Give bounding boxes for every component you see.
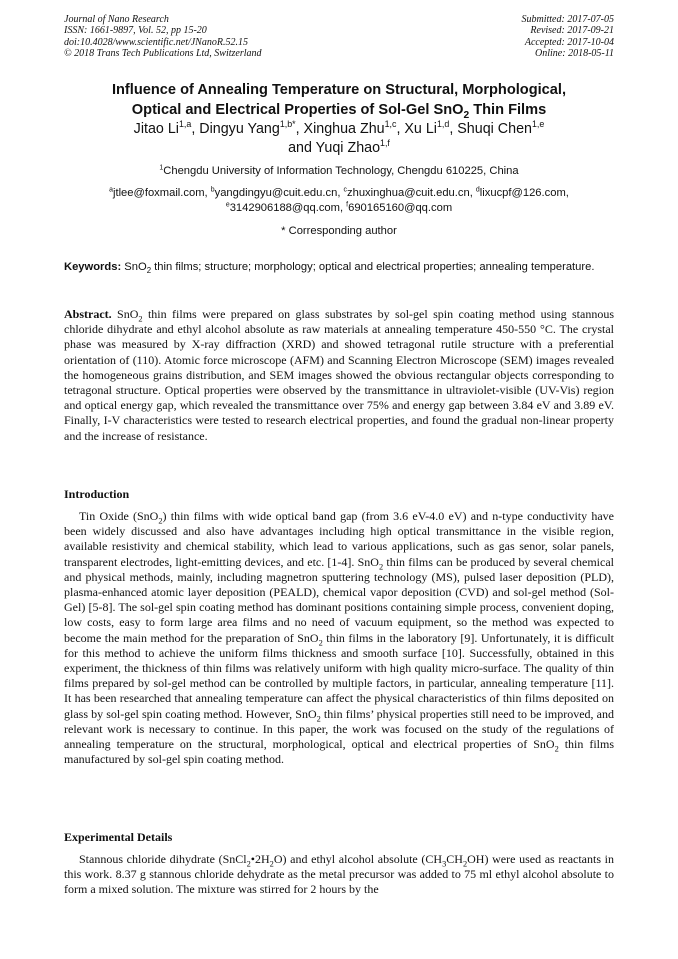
body-text: •2H [250,852,270,866]
email-separator: , [337,187,344,199]
body-subscript: 2 [316,714,321,724]
body-subscript: 3 [442,859,447,869]
email-address[interactable]: jtlee@foxmail.com [112,187,205,199]
keywords-subscript: 2 [146,266,152,276]
journal-doi[interactable]: doi:10.4028/www.scientific.net/JNanoR.52.15 [64,36,248,48]
author-name: Jitao Li [133,121,179,137]
introduction-body [64,509,614,767]
email-address[interactable]: zhuxinghua@cuit.edu.cn [347,187,470,199]
experimental-body [64,852,614,898]
date-online: Online: 2018-05-11 [535,48,614,60]
author-name: Xu Li [404,121,437,137]
title-line-1: Influence of Annealing Temperature on Structural, Morphological, [111,82,567,98]
author-affil-mark: 1,d [436,119,450,130]
author-list [64,120,614,158]
affiliation [64,165,614,177]
author-name: Xinghua Zhu [303,121,385,137]
abstract-subscript: 2 [138,314,143,324]
email-address[interactable]: lixucpf@126.com [479,187,566,199]
email-separator: , [204,187,211,199]
author-separator: , [396,121,405,137]
title-text: Thin Films [469,102,547,118]
affiliation-mark: 1 [159,164,164,172]
email-mark: e [225,201,230,209]
author-name: and Yuqi Zhao [288,140,381,156]
date-submitted: Submitted: 2017-07-05 [521,14,614,25]
email-line-2 [64,201,614,216]
body-text: O) and ethyl alcohol absolute (CH [273,852,443,866]
title-subscript: 2 [463,109,470,121]
abstract-text: thin films were prepared on glass substrates by sol-gel spin coating method using stannous chloride dihydrate and ethyl alcohol absolute as raw materials at annealing temperature 450-550 °C. The crystal phase was measured by X-ray diffraction (XRD) and showed tetragonal rutile structure with a preferential orientation of (110). Atomic force microscope (AFM) and Scanning Electron Microscope (SEM) images revealed the homogeneous grains distribution, and SEM images showed the obvious rectangular objects corresponding to tetragonal structure. Optical properties were observed by the transmittance in ultraviolet-visible (UV-Vis) region and optical energy gap, which revealed the transmittance over 75% and energy gap between 3.84 eV and 3.89 eV. Finally, I-V characteristics were tested to research electrical properties, and found the gradual non-linear property and the increase of resistance. [64,307,614,443]
journal-name: Journal of Nano Research [64,14,169,25]
author-name: Dingyu Yang [199,121,280,137]
author-affil-mark: 1,b* [279,119,296,130]
author-name: Shuqi Chen [457,121,532,137]
email-separator: , [339,202,347,214]
body-subscript: 2 [378,562,384,571]
email-separator: , [469,187,476,199]
body-subscript: 2 [554,744,559,754]
author-separator: , [449,121,458,137]
email-separator: , [565,187,569,199]
journal-issn: ISSN: 1661-9897, Vol. 52, pp 15-20 [64,25,207,37]
author-line-2 [64,139,614,158]
email-mark: c [343,186,347,194]
keywords-text: thin films; structure; morphology; optical and electrical properties; annealing temperature. [151,261,595,273]
body-subscript: 2 [318,638,323,648]
body-subscript: 2 [269,859,274,869]
keywords-label: Keywords: [64,261,122,273]
body-text: ) thin films with wide optical band gap (from 3.6 eV-4.0 eV) and n-type conductivity have been widely discussed and also have advantages including high optical transmittance in the visible region, available resistivity and chemical stability, which lead to various applications, such as gas senor, solar panels, transparent electrodes, light-emitting devices, and etc. [1-4]. SnO [64,509,615,569]
email-address[interactable]: 690165160@qq.com [348,202,453,214]
abstract-label: Abstract. [64,307,112,321]
email-line-1 [64,186,614,201]
body-subscript: 2 [158,516,163,526]
experimental-heading: Experimental Details [64,830,173,844]
journal-header-left [64,14,262,60]
body-text: thin films can be produced by several chemical and physical methods, mainly, including magnetron sputtering technology (MS), pulsed laser deposition (PLD), plasma-enhanced atomic layer deposition (PEALD), chemical vapor deposition (CVD) and sol-gel method (Sol-Gel) [5-8]. The sol-gel spin coating method has dominant positions containing simple process, convenient doping, low costs, easy to form large area films and no need of vacuum equipment, so the method was expected to become the main method for the preparation of SnO [64,554,614,645]
journal-copyright: © 2018 Trans Tech Publications Ltd, Switzerland [64,48,262,60]
body-text: OH) were used as reactants in this work. 8.37 g stannous chloride dehydrate as the metal precursor was added to 75 ml ethyl alcohol absolute to form a mixed solution. The mixture was stirred for 2 hours by the [64,852,614,897]
abstract [64,307,614,444]
author-affil-mark: 1,c [384,119,397,130]
body-text: Stannous chloride dihydrate (SnCl [79,852,247,866]
email-address[interactable]: yangdingyu@cuit.edu.cn [214,187,338,199]
email-list [64,186,614,216]
journal-header-right [522,14,615,60]
introduction-heading: Introduction [64,487,130,501]
author-affil-mark: 1,a [178,119,192,130]
keywords [64,260,614,275]
affiliation-text: Chengdu University of Information Technology, Chengdu 610225, China [163,165,519,177]
body-subscript: 2 [462,859,468,869]
keywords-text: SnO [121,261,147,273]
author-separator: , [295,121,304,137]
email-address[interactable]: 3142906188@qq.com [229,202,340,214]
date-accepted: Accepted: 2017-10-04 [524,36,614,48]
email-mark: d [475,186,480,194]
corresponding-author-note: * Corresponding author [281,225,397,237]
abstract-text: SnO [111,307,139,321]
email-mark: b [210,186,215,194]
body-subscript: 2 [246,859,251,869]
body-text: Tin Oxide (SnO [79,509,159,523]
paper-title [64,80,614,120]
author-affil-mark: 1,f [380,138,390,149]
email-mark: a [109,186,113,194]
body-text: thin films in the laboratory [9]. Unfortunately, it is difficult for this method to achieve the uniform films thickness and smooth surface [10]. Successfully, obtained in this experiment, the thickness of thin films was relatively uniform with high quality micro-surface. The quality of thin films prepared by sol-gel method can be controlled by multiple factors, in particular, annealing temperature [11]. It has been researched that annealing temperature can affect the physical characteristics of thin films deposited on glass by sol-gel spin coating method. However, SnO [64,630,614,721]
body-text: thin films manufactured by sol-gel spin coating method. [64,737,614,767]
title-line-2 [64,100,614,120]
email-mark: f [346,201,349,209]
author-affil-mark: 1,e [531,119,545,130]
body-text: CH [446,852,463,866]
author-line-1 [64,120,614,139]
date-revised: Revised: 2017-09-21 [530,25,614,37]
author-separator: , [191,121,200,137]
body-text: thin films’ physical properties still need to be improved, and relevant work is necessary to continue. In this paper, the work was focused on the study of the regulations of annealing temperature on the structural, morphological, optical and electrical properties of SnO [64,706,614,752]
title-text: Optical and Electrical Properties of Sol-Gel SnO [131,102,464,118]
